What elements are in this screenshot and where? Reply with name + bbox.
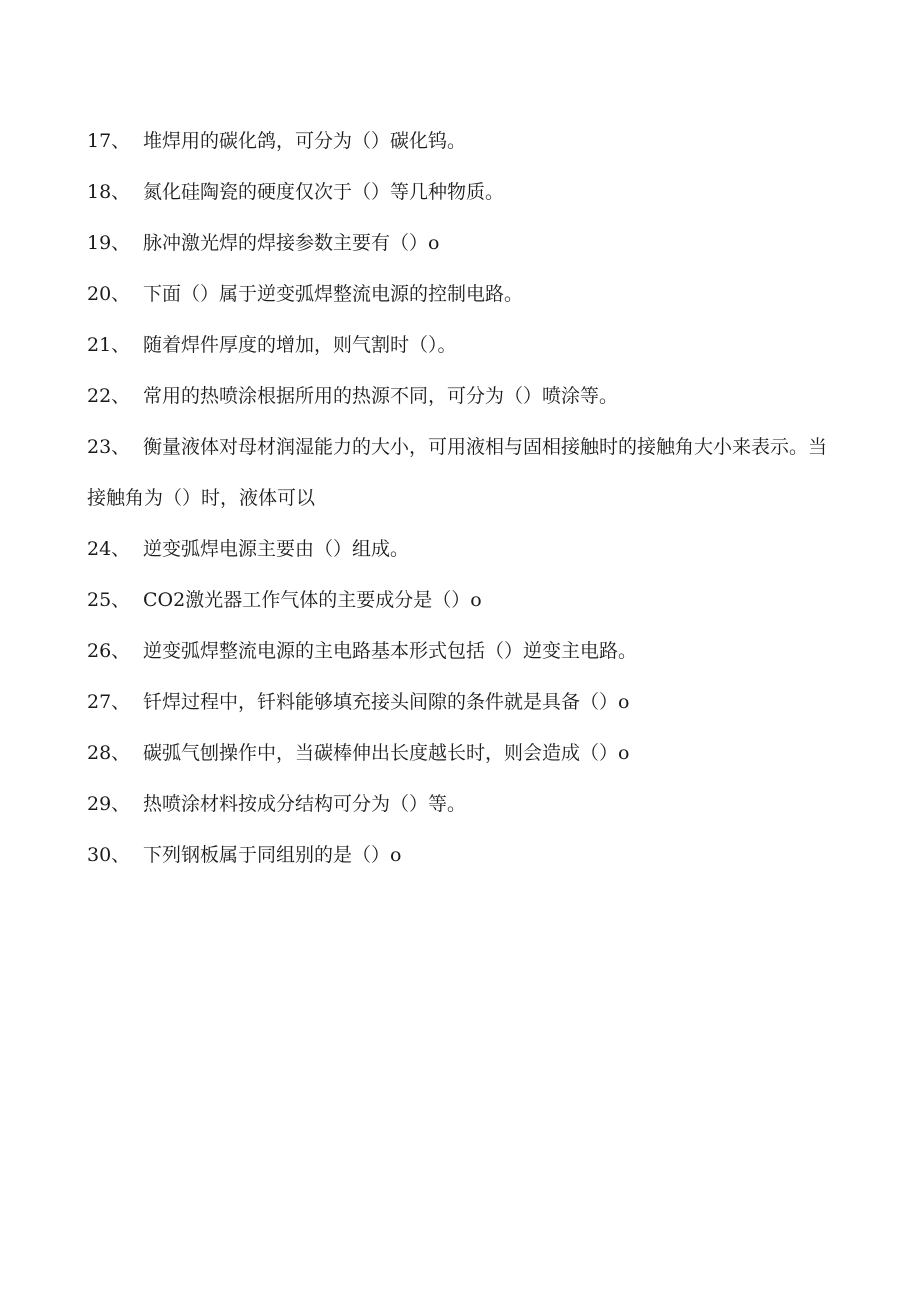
question-29	[87, 787, 827, 821]
question-number: 30、	[87, 844, 131, 866]
question-28	[87, 736, 827, 770]
question-18	[87, 175, 827, 209]
question-number: 20、	[87, 283, 131, 305]
question-number: 24、	[87, 538, 131, 560]
question-25	[87, 583, 827, 617]
question-number: 29、	[87, 793, 131, 815]
question-number: 17、	[87, 130, 131, 152]
question-20	[87, 277, 827, 311]
question-22	[87, 379, 827, 413]
question-24	[87, 532, 827, 566]
question-number: 25、	[87, 589, 131, 611]
question-27	[87, 685, 827, 719]
question-23	[87, 422, 827, 524]
question-21	[87, 328, 827, 362]
question-text: 随着焊件厚度的增加，则气割时（）。	[143, 334, 457, 356]
question-text: 钎焊过程中，钎料能够填充接头间隙的条件就是具备（）o	[143, 691, 630, 713]
question-text: 下面（）属于逆变弧焊整流电源的控制电路。	[143, 283, 524, 305]
question-number: 21、	[87, 334, 131, 356]
question-text: 常用的热喷涂根据所用的热源不同，可分为（）喷涂等。	[143, 385, 619, 407]
question-number: 22、	[87, 385, 131, 407]
question-text: 堆焊用的碳化鸽，可分为（）碳化钨。	[143, 130, 467, 152]
question-number: 27、	[87, 691, 131, 713]
question-number: 19、	[87, 232, 131, 254]
question-text: 碳弧气刨操作中，当碳棒伸出长度越长时，则会造成（）o	[143, 742, 630, 764]
question-text: 脉冲激光焊的焊接参数主要有（）o	[143, 232, 440, 254]
question-30	[87, 838, 827, 872]
question-number: 23、	[87, 435, 131, 458]
question-text: 衡量液体对母材润湿能力的大小，可用液相与固相接触时的接触角大小来表示。当接触角为（）时，液体可以	[87, 435, 828, 509]
question-number: 18、	[87, 181, 131, 203]
question-text: 下列钢板属于同组别的是（）o	[143, 844, 402, 866]
question-text: 逆变弧焊电源主要由（）组成。	[143, 538, 410, 560]
question-number: 26、	[87, 640, 131, 662]
question-26	[87, 634, 827, 668]
question-text: CO2激光器工作气体的主要成分是（）o	[143, 589, 482, 611]
question-text: 逆变弧焊整流电源的主电路基本形式包括（）逆变主电路。	[143, 640, 638, 662]
question-17	[87, 124, 827, 158]
question-list	[87, 124, 827, 889]
question-text: 热喷涂材料按成分结构可分为（）等。	[143, 793, 467, 815]
question-19	[87, 226, 827, 260]
question-text: 氮化硅陶瓷的硬度仅次于（）等几种物质。	[143, 181, 505, 203]
question-number: 28、	[87, 742, 131, 764]
